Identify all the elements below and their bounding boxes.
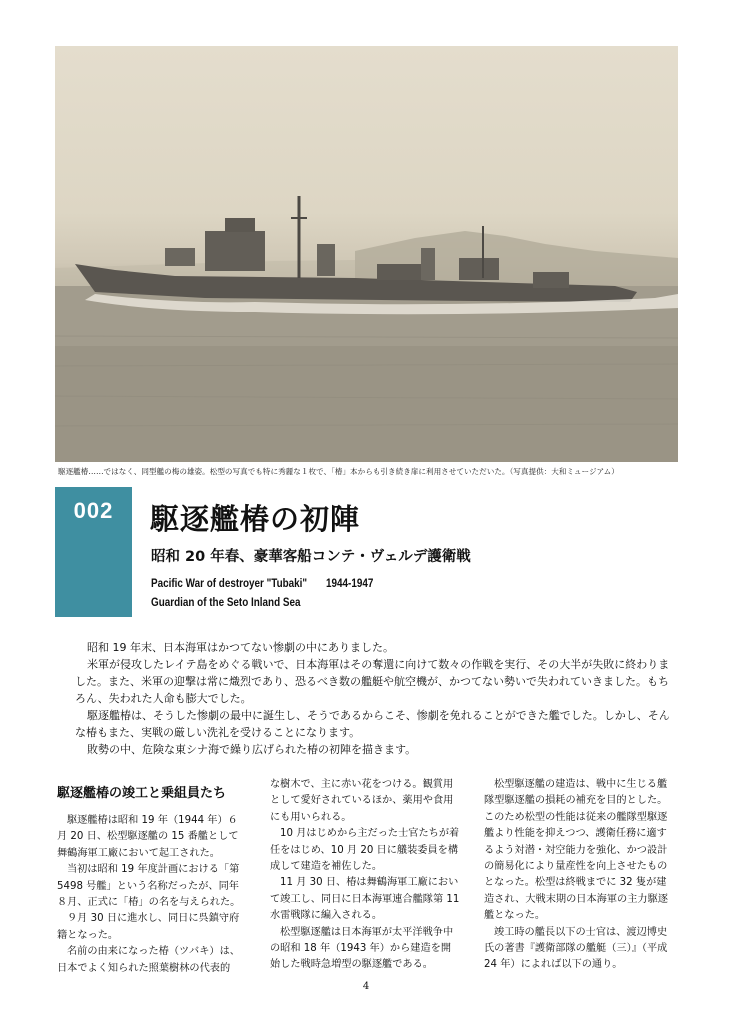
- english-title: Pacific War of destroyer "Tubaki": [151, 578, 308, 590]
- lead-paragraph: 駆逐艦椿は、そうした惨劇の最中に誕生し、そうであるからこそ、惨劇を免れることができた艦でした。しかし、そんな椿もまた、実戦の厳しい洗礼を受けることになります。: [75, 709, 670, 739]
- section-heading: 駆逐艦椿の竣工と乗組員たち: [57, 786, 227, 801]
- lead-paragraph: 米軍が侵攻したレイテ島をめぐる戦いで、日本海軍はその奪還に向けて数々の作戦を実行、その大半が失敗に終わりました。また、米軍の迎撃は常に熾烈であり、恐るべき数の艦艇や航空機が、かつてない勢いで失われていきました。もちろん、失われた人命も膨大でした。: [75, 658, 670, 705]
- body-paragraph: な樹木で、主に赤い花をつける。観賞用として愛好されているほか、薬用や食用にも用いられる。: [270, 779, 454, 823]
- lead-paragraph: 昭和 19 年末、日本海軍はかつてない惨劇の中にありました。: [87, 641, 394, 654]
- destroyer-ship-icon: [55, 46, 678, 462]
- english-years: 1944-1947: [326, 578, 374, 590]
- chapter-number: 002: [73, 498, 114, 523]
- body-column-2: [270, 777, 460, 974]
- body-paragraph: 竣工時の艦長以下の士官は、渡辺博史氏の著書『護衛部隊の艦艇（三）』（平成 24 年）によれば以下の通り。: [484, 926, 668, 971]
- body-column-3: [484, 777, 674, 974]
- body-paragraph: 駆逐艦椿は昭和 19 年（1944 年）６月 20 日、松型駆逐艦の 15 番艦として舞鶴海軍工廠において起工された。: [57, 815, 239, 859]
- body-paragraph: 10 月はじめから主だった士官たちが着任をはじめ、10 月 20 日に艤装委員を構成して建造を補佐した。: [270, 828, 460, 873]
- lead-paragraph: 敗勢の中、危険な東シナ海で繰り広げられた椿の初陣を描きます。: [87, 743, 417, 756]
- body-paragraph: 名前の由来になった椿（ツバキ）は、日本でよく知られた照葉樹林の代表的: [57, 946, 240, 974]
- body-paragraph: ９月 30 日に進水し、同日に呉鎮守府籍となった。: [57, 913, 240, 941]
- destroyer-photo: [55, 46, 678, 462]
- body-paragraph: 当初は昭和 19 年度計画における「第 5498 号艦」という名称だったが、同年８月、正式に「椿」の名を与えられた。: [57, 864, 241, 909]
- body-column-1: [57, 777, 247, 977]
- chapter-title: 駆逐艦椿の初陣: [150, 502, 361, 536]
- page-number: 4: [362, 981, 370, 992]
- chapter-subtitle: 昭和 20 年春、豪華客船コンテ・ヴェルデ護衛戦: [151, 549, 471, 565]
- body-paragraph: 11 月 30 日、椿は舞鶴海軍工廠において竣工し、同日に日本海軍連合艦隊第 11 水雷戦隊に編入される。: [270, 877, 460, 922]
- english-title-line2: Guardian of the Seto Inland Sea: [151, 597, 301, 609]
- chapter-number-block: [55, 487, 132, 617]
- body-paragraph: 松型駆逐艦の建造は、戦中に生じる艦隊型駆逐艦の損耗の補充を目的とした。このため松型の性能は従来の艦隊型駆逐艦より性能を抑えつつ、護衛任務に適するよう対潜・対空能力を強化、かつ設計の簡易化により量産性を向上させたものとなった。松型は終戦までに 32 隻が建造され、大戦末期の日本海軍の主力駆逐艦となった。: [484, 779, 668, 922]
- english-title-line1: [151, 578, 373, 590]
- body-paragraph: 松型駆逐艦は日本海軍が太平洋戦争中の昭和 18 年（1943 年）から建造を開始した戦時急増型の駆逐艦である。: [270, 926, 454, 971]
- photo-caption: 駆逐艦椿……ではなく、同型艦の梅の雄姿。松型の写真でも特に秀麗な１枚で、「椿」本からも引き続き扉に利用させていただいた。（写真提供：大和ミュージアム）: [58, 467, 619, 476]
- lead-text: [75, 639, 675, 758]
